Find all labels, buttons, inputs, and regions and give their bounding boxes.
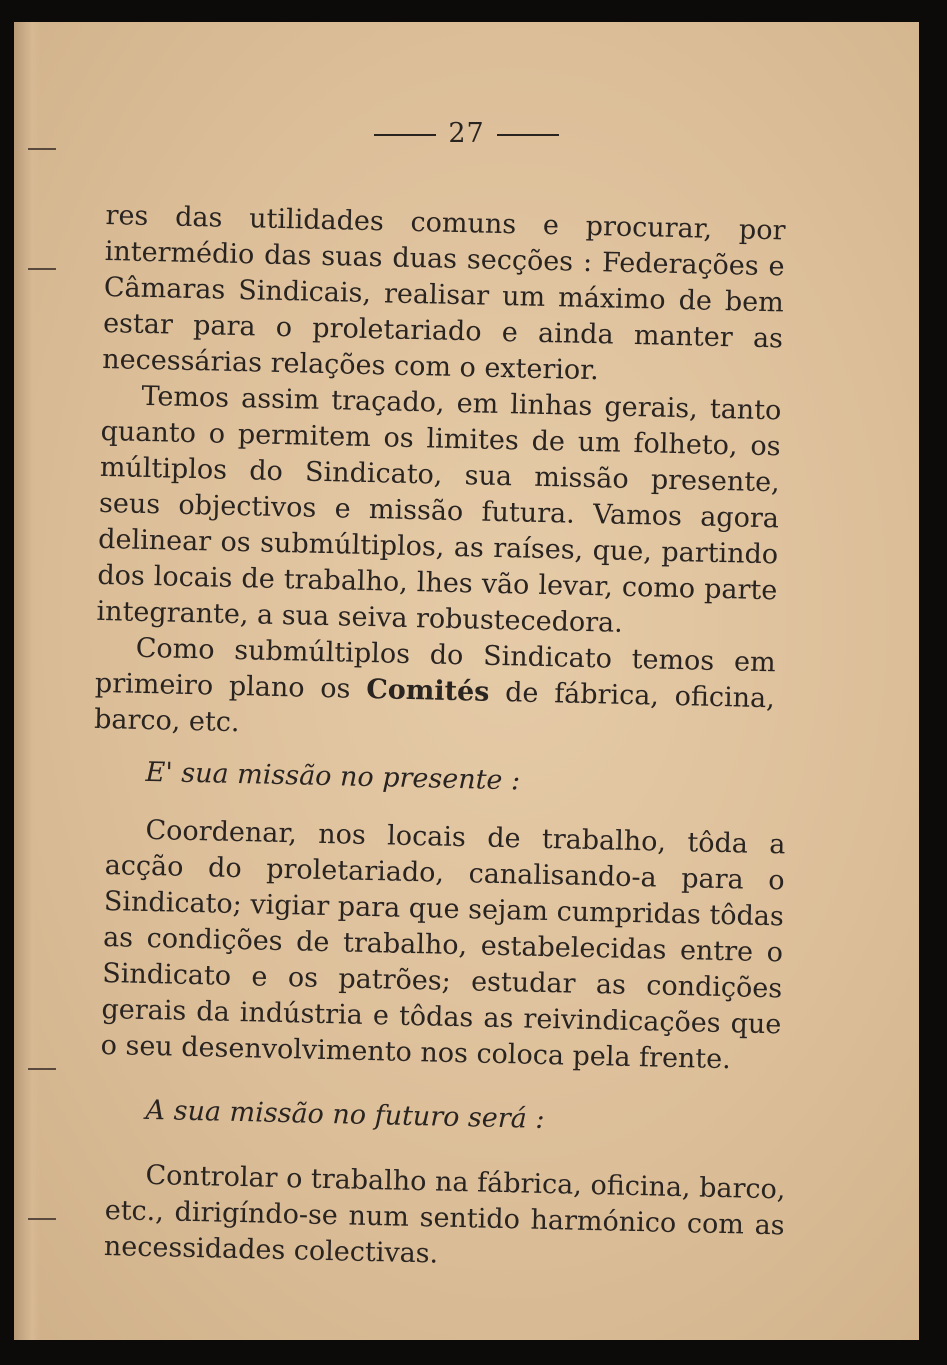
page-number-line	[14, 118, 919, 149]
page-binding	[14, 22, 40, 1340]
paragraph-2: Temos assim traçado, em linhas gerais, tanto quanto o permitem os limites de um folheto, os múltiplos do Sindicato, sua missão presente, seus objectivos e missão futura. Vamos agora delinear os submúltiplos, as raíses, que, partindo dos locais de trabalho, lhes vão levar, como parte integrante, a sua seiva robustecedora.	[96, 380, 782, 639]
book-page	[14, 22, 919, 1340]
paragraph-3-bold: Comités	[365, 674, 490, 708]
heading-present-text: E' sua missão no presente :	[145, 756, 521, 797]
binding-stitch	[28, 1218, 56, 1220]
binding-stitch	[28, 268, 56, 270]
heading-future-text: A sua missão no futuro será :	[145, 1094, 545, 1135]
paragraph-3	[94, 630, 776, 753]
section-heading-present	[105, 754, 786, 805]
text-block-1	[94, 198, 786, 753]
text-block-3	[104, 1157, 786, 1280]
page-number: 27	[448, 118, 485, 149]
rule-right	[497, 134, 559, 136]
text-block-2	[100, 812, 786, 1079]
paragraph-1: res das utilidades comuns e procurar, por intermédio das suas duas secções : Federações e Câmaras Sindicais, realisar um máximo de bem estar para o proletariado e ainda manter as necessárias relações com o exterior.	[101, 199, 786, 387]
section-heading-future	[105, 1092, 786, 1143]
paragraph-3-start: Como submúltiplos do Sindicato temos em primeiro plano os	[94, 632, 776, 705]
binding-stitch	[28, 1068, 56, 1070]
paragraph-3-end: de fábrica, oficina, barco, etc.	[93, 677, 776, 739]
paragraph-4: Coordenar, nos locais de trabalho, tôda a acção do proletariado, canalisando-a para o Sindicato; vigiar para que sejam cumpridas tôdas as condições de trabalho, estabelecidas entre o Sindicato e os patrões; estudar as condições gerais da indústria e tôdas as reivindicações que o seu desenvolvimento nos coloca pela frente.	[100, 814, 786, 1076]
rule-left	[374, 134, 436, 136]
paragraph-5: Controlar o trabalho na fábrica, oficina, barco, etc., dirigíndo-se num sentido harmónico com as necessidades colectivas.	[103, 1159, 786, 1270]
